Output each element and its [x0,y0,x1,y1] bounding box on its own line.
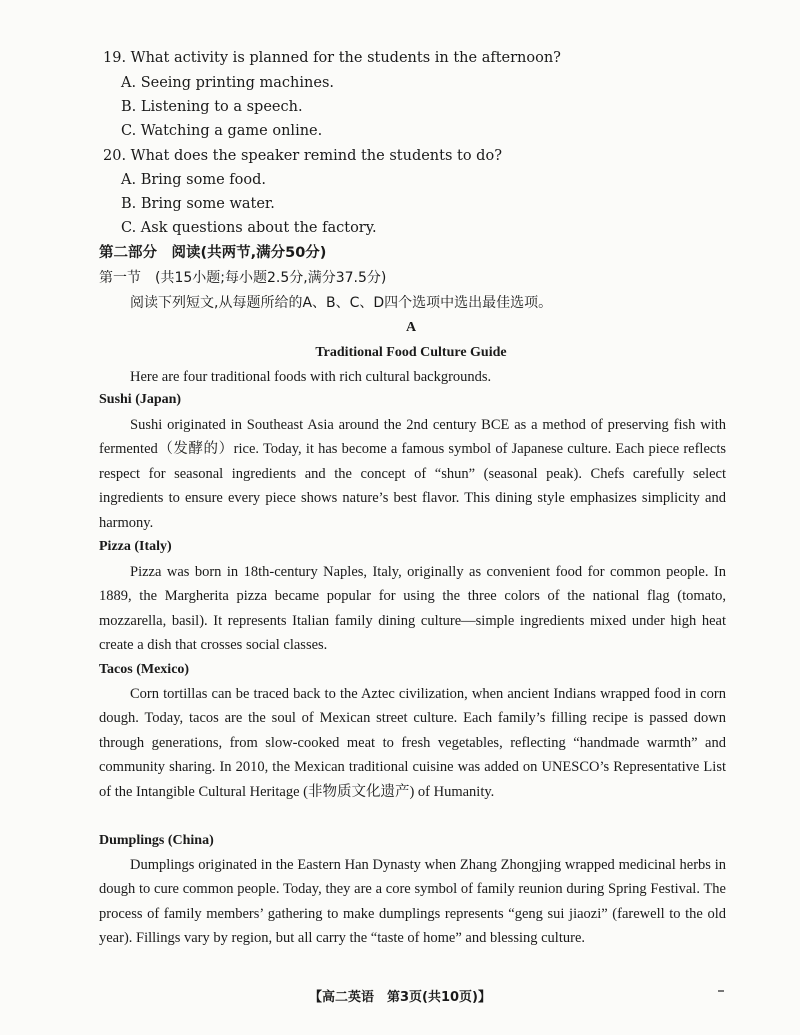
question-19-option-a: A. Seeing printing machines. [121,75,334,91]
section-text-sushi: Sushi originated in Southeast Asia around the 2nd century BCE as a method of preserving fish with fermented（发酵的）rice. Today, it has become a famous symbol of Japanese culture. Each piece reflects respect for seasonal ingredients and the concept of “shun” (seasonal peak). Chefs carefully select ingredients to ensure every piece shows nature’s best flavor. This dining style emphasizes simplicity and harmony. [99,417,726,531]
section-heading-pizza: Pizza (Italy) [99,539,172,554]
section-heading-dumplings: Dumplings (China) [99,833,214,848]
passage-letter: A [405,320,417,335]
question-20-stem: 20. What does the speaker remind the students to do? [103,148,502,164]
question-20-option-c: C. Ask questions about the factory. [121,220,377,236]
question-19-option-c: C. Watching a game online. [121,123,323,139]
question-20-option-a: A. Bring some food. [121,172,266,188]
passage-intro: Here are four traditional foods with rich cultural backgrounds. [130,369,492,385]
section-heading-sushi: Sushi (Japan) [99,392,182,407]
part-two-heading: 第二部分 阅读(共两节,满分50分) [99,245,327,261]
section-heading-tacos: Tacos (Mexico) [99,662,190,677]
section-text-tacos: Corn tortillas can be traced back to the Aztec civilization, when ancient Indians wrapped food in corn dough. Today, tacos are the soul of Mexican street culture. Each family’s filling recipe is passed down through generations, from slow-cooked meat to fresh vegetables, reflecting “handmade warmth” and community sharing. In 2010, the Mexican traditional cuisine was added on UNESCO’s Representative List of the Intangible Cultural Heritage (非物质文化遗产) of Humanity. [99,686,726,800]
page-footer: 【高二英语 第3页(共10页)】 [308,990,492,1005]
section-one-heading: 第一节 (共15小题;每小题2.5分,满分37.5分) [99,270,387,286]
reading-instruction: 阅读下列短文,从每题所给的A、B、C、D四个选项中选出最佳选项。 [130,295,553,311]
question-20-option-b: B. Bring some water. [121,196,275,212]
question-19-option-b: B. Listening to a speech. [121,99,303,115]
scan-speck [718,990,724,992]
passage-title: Traditional Food Culture Guide [315,345,507,360]
section-text-dumplings: Dumplings originated in the Eastern Han Dynasty when Zhang Zhongjing wrapped medicinal herbs in dough to cure common people. Today, they are a core symbol of family reunion during Spring Festival. The process of family members’ gathering to make dumplings represents “geng sui jiaozi” (farewell to the old year). Fillings vary by region, but all carry the “taste of home” and blessing culture. [99,857,726,947]
question-19-stem: 19. What activity is planned for the students in the afternoon? [103,50,561,66]
section-text-pizza: Pizza was born in 18th-century Naples, Italy, originally as convenient food for common people. In 1889, the Margherita pizza became popular for using the three colors of the national flag (tomato, mozzarella, basil). It represents Italian family dining culture—simple ingredients mixed under high heat create a dish that crosses social classes. [99,564,726,654]
